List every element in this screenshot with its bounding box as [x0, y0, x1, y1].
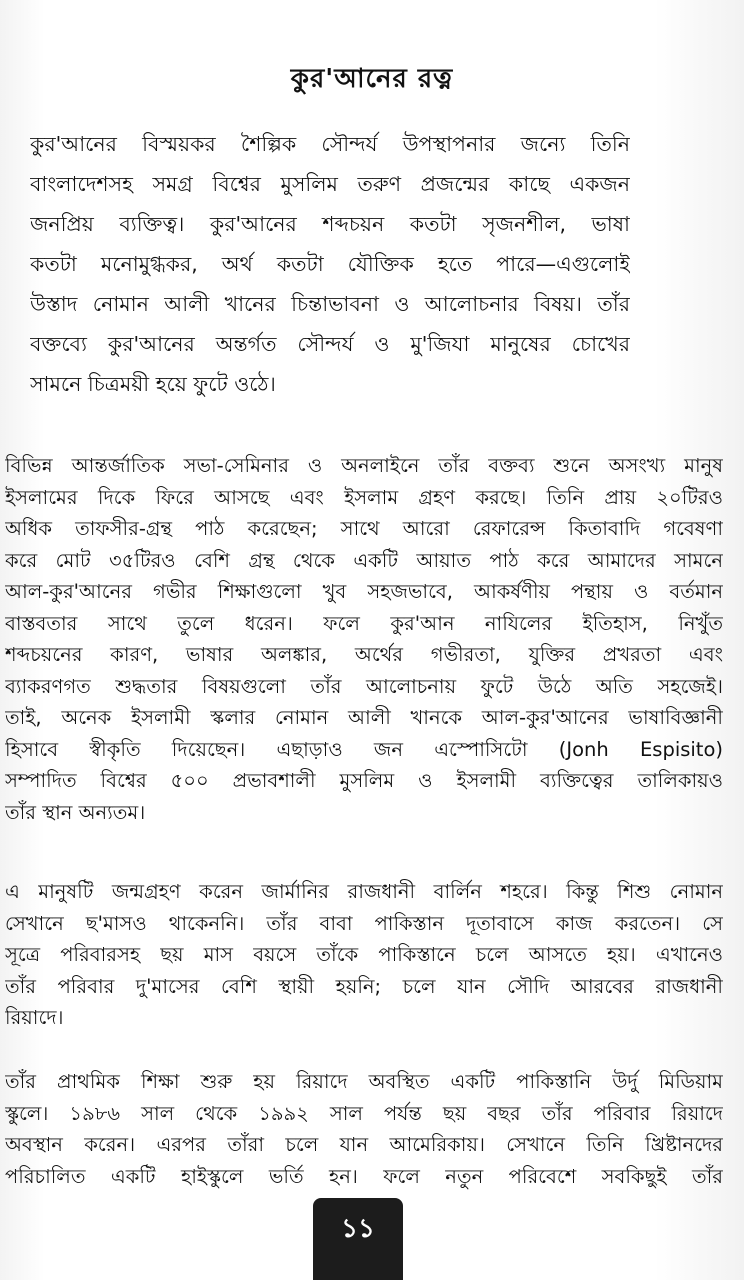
paragraph-line: আল-কুর'আনের গভীর শিক্ষাগুলো খুব সহজভাবে, আকর্ষণীয় পন্থায় ও বর্তমান: [5, 580, 723, 603]
paragraph-line: ইসলামের দিকে ফিরে আসছে এবং ইসলাম গ্রহণ করছে। তিনি প্রায় ২০টিরও: [5, 485, 723, 509]
paragraph-line: জনপ্রিয় ব্যক্তিত্ব। কুর'আনের শব্দচয়ন কতটা সৃজনশীল, ভাষা: [30, 212, 630, 236]
paragraph-line: বিভিন্ন আন্তর্জাতিক সভা-সেমিনার ও অনলাইনে তাঁর বক্তব্য শুনে অসংখ্য মানুষ: [5, 454, 723, 477]
body-paragraph: [5, 450, 723, 828]
paragraph-line: তাই, অনেক ইসলামী স্কলার নোমান আলী খানকে আল-কুর'আনের ভাষাবিজ্ঞানী: [5, 706, 723, 729]
paragraph-line: বাস্তবতার সাথে তুলে ধরেন। ফলে কুর'আন নাযিলের ইতিহাস, নিখুঁত: [5, 611, 723, 635]
paragraph-line: করে মোট ৩৫টিরও বেশি গ্রন্থ থেকে একটি আয়াত পাঠ করে আমাদের সামনে: [5, 548, 723, 572]
intro-paragraph: [30, 124, 630, 404]
paragraph-line: তাঁর প্রাথমিক শিক্ষা শুরু হয় রিয়াদে অবস্থিত একটি পাকিস্তানি উর্দু মিডিয়াম: [5, 1070, 723, 1093]
paragraph-line: তাঁর পরিবার দু'মাসের বেশি স্থায়ী হয়নি; চলে যান সৌদি আরবের রাজধানী: [5, 974, 723, 998]
page-number-tab: [313, 1198, 403, 1280]
paragraph-line: এ মানুষটি জন্মগ্রহণ করেন জার্মানির রাজধানী বার্লিন শহরে। কিন্তু শিশু নোমান: [5, 880, 723, 903]
paragraph-line: অধিক তাফসীর-গ্রন্থ পাঠ করেছেন; সাথে আরো রেফারেন্স কিতাবাদি গবেষণা: [5, 517, 723, 540]
paragraph-line: শব্দচয়নের কারণ, ভাষার অলঙ্কার, অর্থের গভীরতা, যুক্তির প্রখরতা এবং: [5, 643, 723, 666]
paragraph-line: উস্তাদ নোমান আলী খানের চিন্তাভাবনা ও আলোচনার বিষয়। তাঁর: [30, 292, 630, 316]
paragraph-line: ব্যাকরণগত শুদ্ধতার বিষয়গুলো তাঁর আলোচনায় ফুটে উঠে অতি সহজেই।: [5, 674, 723, 698]
page-number: ১১: [341, 1214, 375, 1244]
paragraph-line: সম্পাদিত বিশ্বের ৫০০ প্রভাবশালী মুসলিম ও ইসলামী ব্যক্তিত্বের তালিকায়ও: [5, 769, 723, 792]
paragraph-line: অবস্থান করেন। এরপর তাঁরা চলে যান আমেরিকায়। সেখানে তিনি খ্রিষ্টানদের: [5, 1133, 723, 1156]
paragraph-line: তাঁর স্থান অন্যতম।: [5, 800, 146, 824]
body-paragraph: [5, 1066, 723, 1192]
running-header: কুর'আনের রত্ন: [290, 64, 454, 94]
paragraph-line: বাংলাদেশসহ সমগ্র বিশ্বের মুসলিম তরুণ প্রজন্মের কাছে একজন: [30, 172, 630, 196]
body-paragraph: [5, 876, 723, 1034]
paragraph-line: কুর'আনের বিস্ময়কর শৈল্পিক সৌন্দর্য উপস্থাপনার জন্যে তিনি: [30, 132, 630, 156]
paragraph-line: পরিচালিত একটি হাইস্কুলে ভর্তি হন। ফলে নতুন পরিবেশে সবকিছুই তাঁর: [5, 1164, 723, 1188]
paragraph-line: হিসাবে স্বীকৃতি দিয়েছেন। এছাড়াও জন এস্পোসিটো (Jonh Espisito): [5, 737, 723, 761]
paragraph-line: স্কুলে। ১৯৮৬ সাল থেকে ১৯৯২ সাল পর্যন্ত ছয় বছর তাঁর পরিবার রিয়াদে: [5, 1101, 723, 1125]
paragraph-line: সামনে চিত্রময়ী হয়ে ফুটে ওঠে।: [30, 372, 276, 396]
paragraph-line: কতটা মনোমুগ্ধকর, অর্থ কতটা যৌক্তিক হতে পারে—এগুলোই: [30, 252, 630, 276]
paragraph-line: সূত্রে পরিবারসহ ছয় মাস বয়সে তাঁকে পাকিস্তানে চলে আসতে হয়। এখানেও: [5, 943, 723, 966]
paragraph-line: রিয়াদে।: [5, 1006, 64, 1029]
paragraph-line: বক্তব্যে কুর'আনের অন্তর্গত সৌন্দর্য ও মু'জিযা মানুষের চোখের: [30, 332, 630, 356]
paragraph-line: সেখানে ছ'মাসও থাকেননি। তাঁর বাবা পাকিস্তান দূতাবাসে কাজ করতেন। সে: [5, 911, 723, 935]
